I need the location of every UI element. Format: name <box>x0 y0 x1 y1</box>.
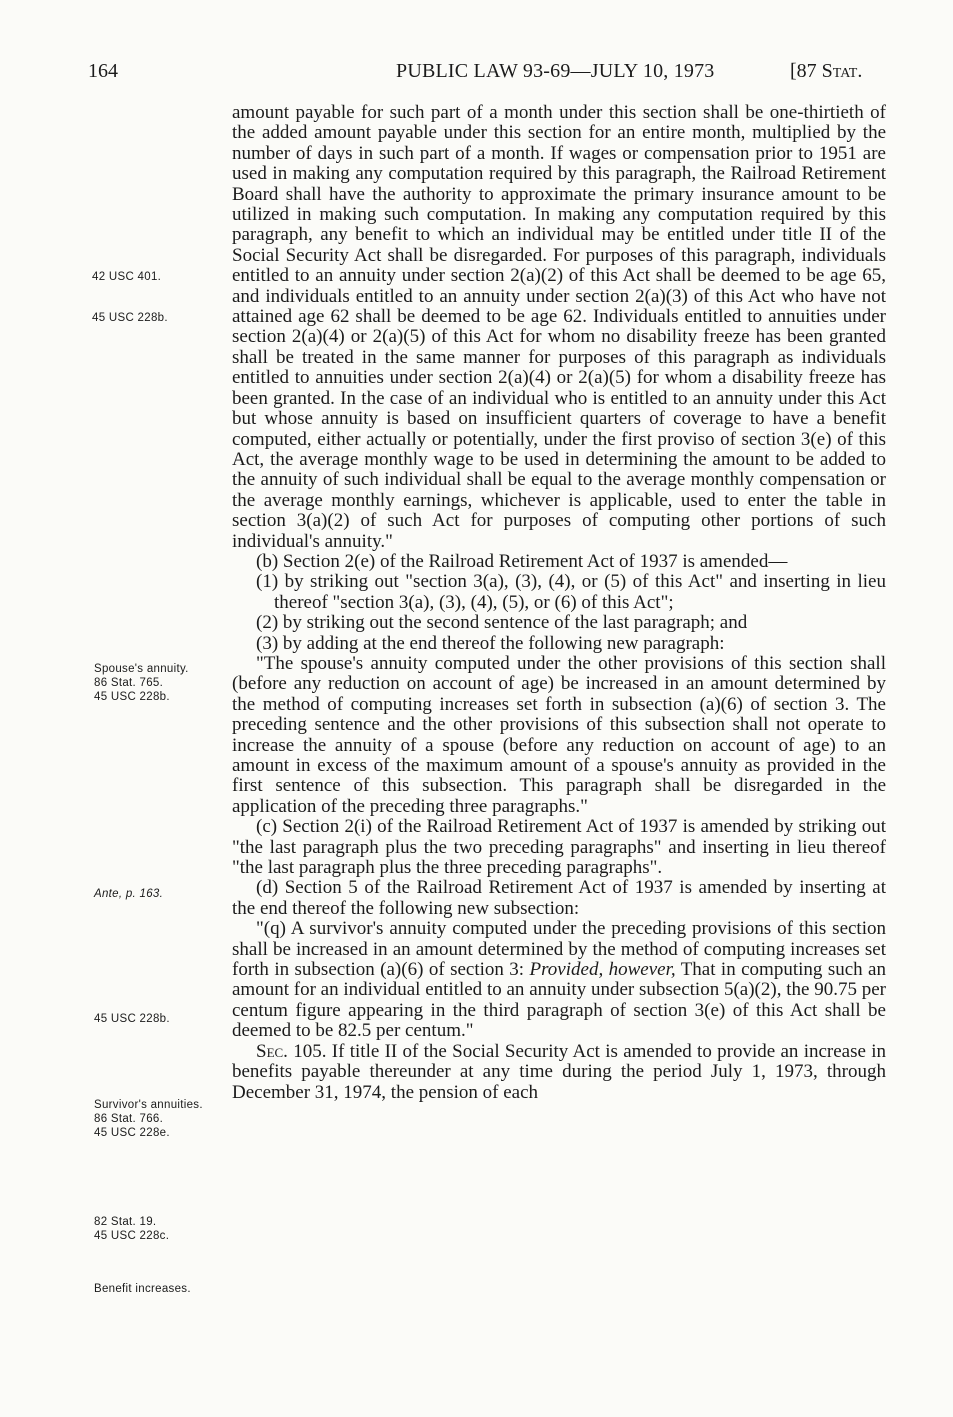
page-number: 164 <box>88 60 118 82</box>
margin-note: Spouse's annuity. 86 Stat. 765. 45 USC 228b. <box>94 663 189 703</box>
volume-stat: Stat. <box>821 60 863 82</box>
volume-reference <box>790 60 862 83</box>
subsection-q <box>232 919 886 1041</box>
clause-b1: (1) by striking out "section 3(a), (3), (4), or (5) of this Act" and inserting in lieu thereof "section 3(a), (3), (4), (5), or (6) of this Act"; <box>256 571 886 613</box>
subsection-q-proviso-text: That in computing such an amount for an individual entitled to an annuity under subsection 5(a)(2), the 90.75 per centum figure appearing in the third paragraph of section 3(e) of this Act shall be deemed to be 82.5 per centum." <box>232 959 886 1042</box>
running-title: PUBLIC LAW 93-69—JULY 10, 1973 <box>396 60 715 82</box>
margin-note: Survivor's annuities. 86 Stat. 766. 45 USC 228e. <box>94 1099 203 1139</box>
margin-note: 42 USC 401. <box>92 271 162 283</box>
clause-b2: (2) by striking out the second sentence of the last paragraph; and <box>256 612 748 634</box>
subsection-c: (c) Section 2(i) of the Railroad Retirement Act of 1937 is amended by striking out "the last paragraph plus the two preceding paragraphs" and inserting in lieu thereof "the last paragraph plus the three preceding paragraphs". <box>232 816 886 879</box>
subsection-d: (d) Section 5 of the Railroad Retirement Act of 1937 is amended by inserting at the end thereof the following new subsection: <box>232 877 886 919</box>
section-text: If title II of the Social Security Act is amended to provide an increase in benefits payable thereunder at any time during the period July 1, 1973, through December 31, 1974, the pension of each <box>232 1040 886 1103</box>
proviso: Provided, however, <box>529 959 676 981</box>
subsection-b: (b) Section 2(e) of the Railroad Retirement Act of 1937 is amended— <box>256 550 788 572</box>
margin-note: 45 USC 228b. <box>92 312 168 324</box>
body-text <box>232 103 886 1103</box>
subsection-q-text: "(q) A survivor's annuity computed under the preceding provisions of this section shall be increased in an amount determined by the method of computing increases set forth in subsection (a)(6) of section 3: <box>232 918 886 981</box>
section-105 <box>232 1042 886 1103</box>
clause-b3: (3) by adding at the end thereof the following new paragraph: <box>256 632 725 654</box>
volume-prefix: [87 <box>790 60 817 82</box>
paragraph: amount payable for such part of a month under this section shall be one-thirtieth of the added amount payable under this section for an entire month, multiplied by the number of days in such part of a month. If wages or compensation prior to 1951 are used in making any computation required by this paragraph, the Railroad Retirement Board shall have the authority to approximate the primary insurance amount to be utilized in making such computation. In making any computation required by this paragraph, any benefit to which an individual may be entitled under title II of the Social Security Act shall be disregarded. For purposes of this paragraph, individuals entitled to an annuity under section 2(a)(2) of this Act shall be deemed to be age 65, and individuals entitled to an annuity under section 2(a)(3) of this Act who have not attained age 62 shall be deemed to be age 62. Individuals entitled to annuities under section 2(a)(4) or 2(a)(5) of this Act for whom no disability freeze has been granted shall be treated in the same manner for purposes of this paragraph as individuals entitled to annuities under section 2(a)(4) or 2(a)(5) for whom a disability freeze has been granted. In the case of an individual who is entitled to an annuity under this Act but whose annuity is based on insufficient quarters of coverage to have a benefit computed, either actually or potentially, under the first proviso of section 3(e) of this Act, the average monthly wage to be used in determining the amount to be added to the annuity of such individual shall be equal to the average monthly compensation or the average monthly earnings, whichever is applicable, used to enter the table in section 3(a)(2) of such Act for purposes of computing other portions of such individual's annuity." <box>232 102 886 552</box>
section-label: Sec. 105. <box>256 1040 327 1062</box>
margin-note: 45 USC 228b. <box>94 1013 170 1025</box>
margin-note: Benefit increases. <box>94 1283 191 1295</box>
quoted-paragraph: "The spouse's annuity computed under the other provisions of this section shall (before any reduction on account of age) be increased in an amount determined by the method of computing increases set forth in subsection (a)(6) of section 3. The preceding sentence and the other provisions of this subsection shall not operate to increase the annuity of a spouse (before any reduction on account of age) to an amount in excess of the maximum amount of a spouse's annuity as provided in the first sentence of this subsection. This paragraph shall be disregarded in the application of the preceding three paragraphs." <box>232 652 886 817</box>
margin-note: 82 Stat. 19. 45 USC 228c. <box>94 1216 170 1242</box>
margin-note: Ante, p. 163. <box>94 888 164 900</box>
